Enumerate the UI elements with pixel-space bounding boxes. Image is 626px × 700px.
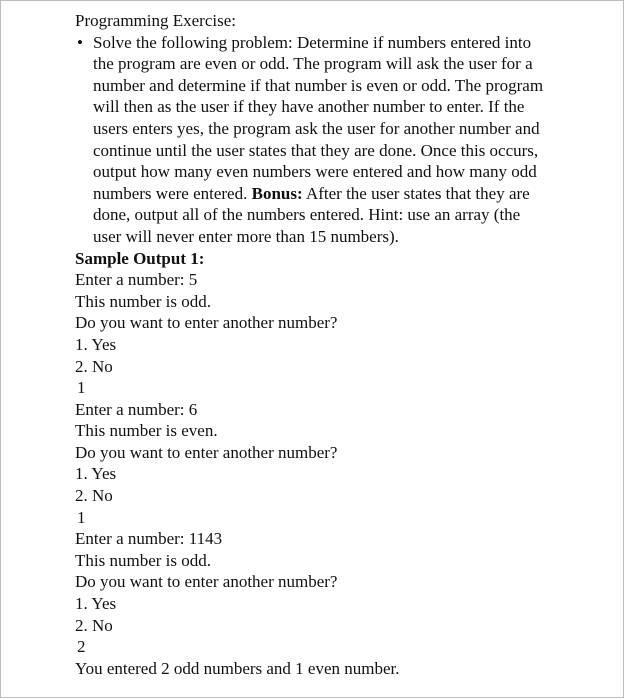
problem-line-bonus-post: After the user states that they are (302, 183, 530, 203)
sample-output-line: 1. Yes (75, 464, 117, 484)
problem-line: the program are even or odd. The program will ask the user for a (93, 54, 533, 74)
problem-line: users enters yes, the program ask the user for another number and (93, 118, 540, 138)
sample-output-line: Enter a number: 5 (75, 270, 198, 290)
problem-bullet (75, 32, 595, 248)
problem-line: continue until the user states that they are done. Once this occurs, (93, 140, 539, 160)
problem-line: output how many even numbers were entered and how many odd (93, 162, 537, 182)
exercise-heading: Programming Exercise: (75, 11, 236, 30)
bonus-label: Bonus: (251, 183, 303, 203)
sample-output-block (75, 269, 595, 679)
problem-line: will then as the user if they have another number to enter. If the (93, 97, 525, 117)
problem-line: number and determine if that number is even or odd. The program (93, 75, 544, 95)
sample-output-summary: You entered 2 odd numbers and 1 even number. (75, 658, 400, 678)
sample-output-answer: 1 (77, 507, 86, 527)
sample-output-line: 1. Yes (75, 594, 117, 614)
bullet-icon: • (77, 32, 83, 52)
sample-output-answer: 1 (77, 378, 86, 398)
problem-line-bonus (93, 183, 595, 205)
sample-output-line: Do you want to enter another number? (75, 313, 338, 333)
sample-output-line: 1. Yes (75, 334, 117, 354)
sample-output-line: Do you want to enter another number? (75, 442, 338, 462)
problem-line: done, output all of the numbers entered. Hint: use an array (the (93, 205, 521, 225)
problem-line: Solve the following problem: Determine if numbers entered into (93, 32, 532, 52)
sample-output-line: 2. No (75, 356, 113, 376)
problem-line-bonus-pre: numbers were entered. (93, 183, 252, 203)
sample-output-line: This number is even. (75, 421, 218, 441)
sample-output-heading: Sample Output 1: (75, 248, 205, 268)
sample-output-line: 2. No (75, 486, 113, 506)
sample-output-line: This number is odd. (75, 291, 211, 311)
sample-output-line: Enter a number: 1143 (75, 529, 223, 549)
sample-output-line: 2. No (75, 615, 113, 635)
sample-output-line: Enter a number: 6 (75, 399, 198, 419)
sample-output-answer: 2 (77, 637, 86, 657)
sample-output-line: This number is odd. (75, 550, 211, 570)
sample-output-line: Do you want to enter another number? (75, 572, 338, 592)
problem-line: user will never enter more than 15 numbers). (93, 226, 399, 246)
document-content (75, 10, 595, 679)
